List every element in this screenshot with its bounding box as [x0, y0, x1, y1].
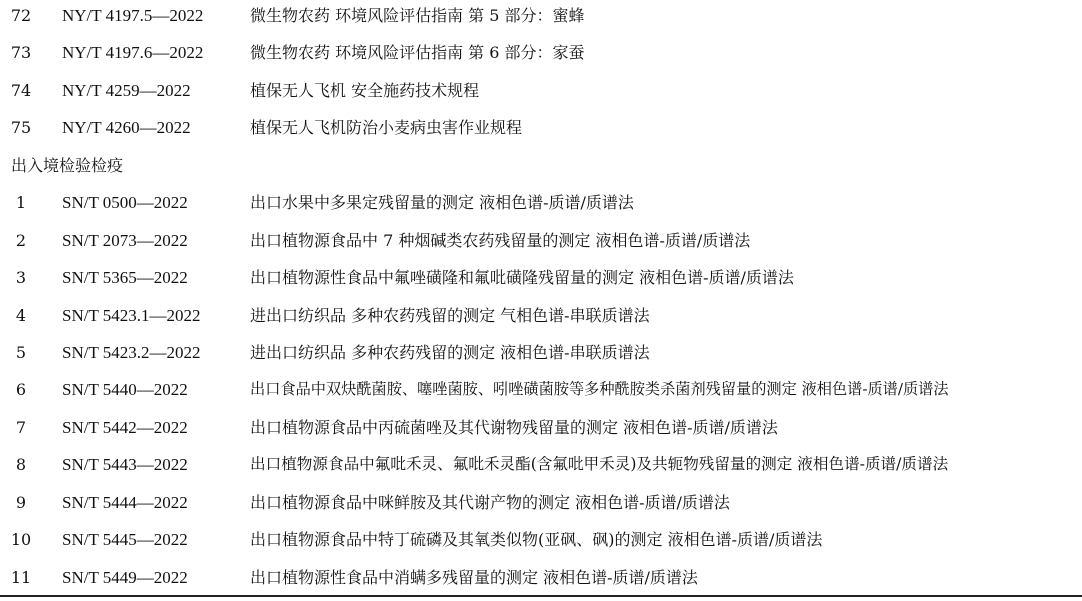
standard-title: 出口水果中多果定残留量的测定 液相色谱-质谱/质谱法: [250, 193, 634, 212]
standard-title: 植保无人飞机防治小麦病虫害作业规程: [250, 118, 523, 137]
table-row: [0, 34, 1082, 71]
table-row: [0, 109, 1082, 146]
section-heading: 出入境检验检疫: [11, 156, 124, 175]
table-row: [0, 409, 1082, 446]
standard-code: SN/T 5440—2022: [62, 380, 188, 399]
row-number: 75: [10, 118, 32, 137]
table-row: [0, 184, 1082, 221]
row-number: 8: [15, 455, 27, 474]
standard-code: NY/T 4260—2022: [62, 118, 191, 137]
standard-title: 出口植物源食品中 7 种烟碱类农药残留量的测定 液相色谱-质谱/质谱法: [250, 231, 751, 250]
standard-code: SN/T 5449—2022: [62, 568, 188, 587]
standard-title: 出口植物源食品中咪鲜胺及其代谢产物的测定 液相色谱-质谱/质谱法: [250, 493, 730, 512]
standard-title: 进出口纺织品 多种农药残留的测定 气相色谱-串联质谱法: [250, 306, 650, 325]
row-number: 3: [15, 268, 27, 287]
standard-title: 植保无人飞机 安全施药技术规程: [250, 81, 480, 100]
table-row: [0, 72, 1082, 109]
standard-title: 出口植物源食品中丙硫菌唑及其代谢物残留量的测定 液相色谱-质谱/质谱法: [250, 418, 778, 437]
standard-code: SN/T 5365—2022: [62, 268, 188, 287]
row-number: 5: [15, 343, 27, 362]
standard-code: SN/T 5442—2022: [62, 418, 188, 437]
table-row: [0, 559, 1082, 596]
standard-title: 出口食品中双炔酰菌胺、噻唑菌胺、吲唑磺菌胺等多种酰胺类杀菌剂残留量的测定 液相色谱-质谱/质谱法: [250, 380, 949, 398]
table-row: [0, 334, 1082, 371]
standard-code: SN/T 5423.1—2022: [62, 306, 201, 325]
table-row: [0, 484, 1082, 521]
table-row: [0, 446, 1082, 483]
standard-code: NY/T 4259—2022: [62, 81, 191, 100]
row-number: 4: [15, 306, 27, 325]
table-row: [0, 297, 1082, 334]
table-row: [0, 259, 1082, 296]
table-row: [0, 371, 1082, 408]
standard-title: 出口植物源性食品中氟唑磺隆和氟吡磺隆残留量的测定 液相色谱-质谱/质谱法: [250, 268, 794, 287]
standard-code: NY/T 4197.6—2022: [62, 43, 204, 62]
standard-code: SN/T 5444—2022: [62, 493, 188, 512]
row-number: 73: [10, 43, 32, 62]
standard-code: NY/T 4197.5—2022: [62, 6, 204, 25]
row-number: 10: [10, 530, 32, 549]
row-number: 11: [10, 568, 32, 587]
table-row: [0, 521, 1082, 558]
standard-title: 出口植物源食品中氟吡禾灵、氟吡禾灵酯(含氟吡甲禾灵)及共轭物残留量的测定 液相色谱-质谱/质谱法: [250, 455, 949, 473]
standard-title: 微生物农药 环境风险评估指南 第 5 部分：蜜蜂: [250, 6, 585, 25]
row-number: 72: [10, 6, 32, 25]
standard-code: SN/T 5423.2—2022: [62, 343, 201, 362]
standard-code: SN/T 0500—2022: [62, 193, 188, 212]
table-bottom-rule: [0, 595, 1082, 597]
row-number: 6: [15, 380, 27, 399]
row-number: 9: [15, 493, 27, 512]
row-number: 1: [15, 193, 27, 212]
standard-code: SN/T 5445—2022: [62, 530, 188, 549]
standard-code: SN/T 5443—2022: [62, 455, 188, 474]
row-number: 74: [10, 81, 32, 100]
standard-code: SN/T 2073—2022: [62, 231, 188, 250]
standard-title: 出口植物源性食品中消螨多残留量的测定 液相色谱-质谱/质谱法: [250, 568, 698, 587]
standard-title: 进出口纺织品 多种农药残留的测定 液相色谱-串联质谱法: [250, 343, 650, 362]
standard-title: 出口植物源食品中特丁硫磷及其氧类似物(亚砜、砜)的测定 液相色谱-质谱/质谱法: [250, 530, 823, 549]
standard-title: 微生物农药 环境风险评估指南 第 6 部分：家蚕: [250, 43, 585, 62]
table-row: [0, 0, 1082, 34]
row-number: 2: [15, 231, 27, 250]
table-row: [0, 222, 1082, 259]
row-number: 7: [15, 418, 27, 437]
